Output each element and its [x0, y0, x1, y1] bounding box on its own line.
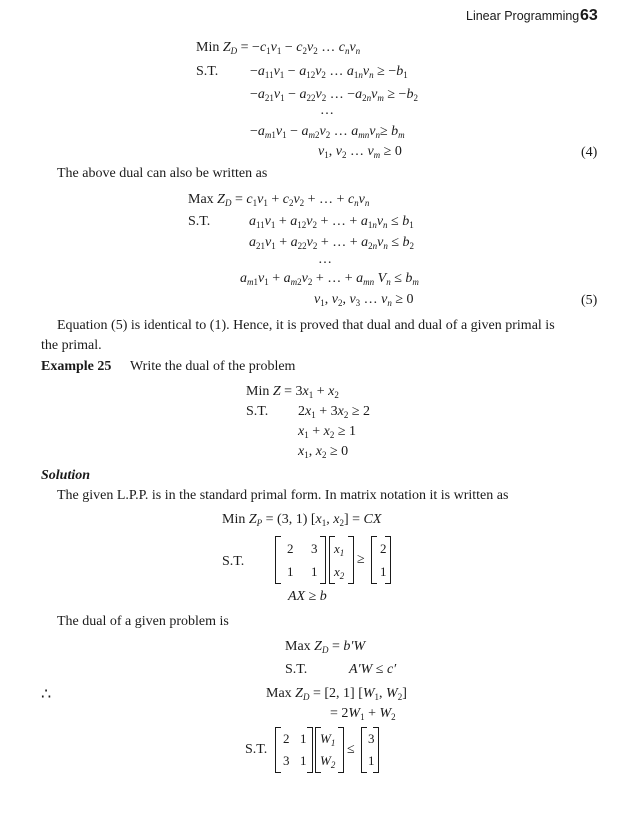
matrix-at-right-bracket [307, 727, 313, 773]
problem-constraint-2: $x_1 + x_2 \ge 1$ [298, 424, 357, 440]
dual-final-objective: Max $Z_D = [2$, 1] [$W_1$, $W_2$] [266, 686, 407, 702]
vector-c-right-bracket [373, 727, 379, 773]
dual-min-constraint-2: $-a_{21}v_1 - a_{22}v_2$ … $-a_{2n}v_m \ge -b_2$ [250, 87, 418, 103]
vector-b-cell: 2 [380, 541, 387, 556]
problem-nonneg: $x_1$, $x_2 \ge 0$ [298, 444, 349, 460]
dual-min-constraint-1: $-a_{11}v_1 - a_{12}v_2$ … $a_{1n}v_n \ge -b_1$ [250, 64, 408, 80]
vector-c-left-bracket [361, 727, 367, 773]
matrix-a-cell: 1 [287, 564, 294, 579]
dual-general-st-label: S.T. [285, 662, 308, 677]
vector-b-left-bracket [371, 536, 377, 584]
vector-x-x2: $x_2$ [334, 564, 345, 581]
dual-max-dots: … [318, 252, 332, 267]
matrix-at-cell: 3 [283, 753, 290, 768]
dual-max-objective: Max $Z_D = c_1v_1 + c_2v_2$ + … + $c_nv_n$ [188, 192, 370, 208]
dual-min-nonneg: $v_1$, $v_2$ … $v_m \ge 0$ [318, 144, 402, 160]
text-matrix-notation: The given L.P.P. is in the standard primal form. In matrix notation it is written as [57, 488, 509, 503]
text-dual-rewrite: The above dual can also be written as [57, 166, 268, 181]
vector-w-w2: $W_2$ [320, 753, 336, 770]
vector-c-cell: 1 [368, 753, 375, 768]
dual-min-constraint-m: $-a_{m1}v_1 - a_{m2}v_2$ … $a_{mn}v_n\ge b_m$ [250, 124, 405, 140]
matrix-a-left-bracket [275, 536, 281, 584]
therefore-symbol: ∴ [41, 686, 52, 703]
matrix-a-cell: 1 [311, 564, 318, 579]
example-label: Example 25 [41, 359, 112, 374]
dual-min-dots: … [320, 103, 334, 118]
dual-final-st-label: S.T. [245, 742, 268, 757]
example-text: Write the dual of the problem [130, 359, 296, 374]
page-number: 63 [580, 7, 598, 24]
equation-label-4: (4) [581, 145, 598, 160]
vector-c-cell: 3 [368, 731, 375, 746]
dual-general-objective: Max $Z_D = b'W$ [285, 639, 366, 655]
matrix-a-right-bracket [320, 536, 326, 584]
dual-min-objective: Min $Z_D = -c_1v_1 - c_2v_2$ … $c_nv_n$ [196, 40, 361, 56]
matrix-a-cell: 2 [287, 541, 294, 556]
vector-x-x1: $x_1$ [334, 541, 345, 558]
primal-matrix-st-label: S.T. [222, 554, 245, 569]
primal-relation-symbol: ≥ [357, 552, 365, 567]
equation-label-5: (5) [581, 293, 598, 308]
vector-b-right-bracket [385, 536, 391, 584]
solution-heading: Solution [41, 468, 91, 483]
dual-min-st-label: S.T. [196, 64, 219, 79]
running-title: Linear Programming [466, 9, 580, 23]
text-equation-identical-line1: Equation (5) is identical to (1). Hence, it is proved that dual and dual of a given primal is [57, 318, 555, 333]
dual-max-constraint-1: $a_{11}v_1 + a_{12}v_2$ + … + $a_{1n}v_n \le b_1$ [249, 214, 414, 230]
primal-compact-form: AX ≥ b [288, 589, 327, 604]
primal-matrix-objective: Min $Z_P = (3$, 1) [$x_1$, $x_2$] = CX [222, 512, 382, 528]
matrix-at-cell: 2 [283, 731, 290, 746]
dual-max-nonneg: $v_1$, $v_2$, $v_3$ … $v_n \ge 0$ [314, 292, 414, 308]
vector-x-right-bracket [348, 536, 354, 584]
problem-st-label: S.T. [246, 404, 269, 419]
matrix-a-cell: 3 [311, 541, 318, 556]
dual-max-constraint-m: $a_{m1}v_1 + a_{m2}v_2$ + … + $a_{mn}$ $V_n \le b_m$ [240, 271, 419, 287]
matrix-at-cell: 1 [300, 753, 307, 768]
problem-objective: Min $Z = 3x_1 + x_2$ [246, 384, 339, 400]
matrix-at-left-bracket [275, 727, 281, 773]
text-equation-identical-line2: the primal. [41, 338, 102, 353]
dual-general-constraint: A′W ≤ c′ [349, 662, 397, 677]
vector-w-w1: $W_1$ [320, 731, 336, 748]
dual-final-objective-expanded: = $2W_1 + W_2$ [330, 706, 396, 722]
dual-relation-symbol: ≤ [347, 742, 355, 757]
vector-w-right-bracket [338, 727, 344, 773]
dual-max-constraint-2: $a_{21}v_1 + a_{22}v_2$ + … + $a_{2n}v_n \le b_2$ [249, 235, 415, 251]
vector-b-cell: 1 [380, 564, 387, 579]
matrix-at-cell: 1 [300, 731, 307, 746]
text-dual-of-problem: The dual of a given problem is [57, 614, 229, 629]
dual-max-st-label: S.T. [188, 214, 211, 229]
problem-constraint-1: $2x_1 + 3x_2 \ge 2$ [298, 404, 371, 420]
